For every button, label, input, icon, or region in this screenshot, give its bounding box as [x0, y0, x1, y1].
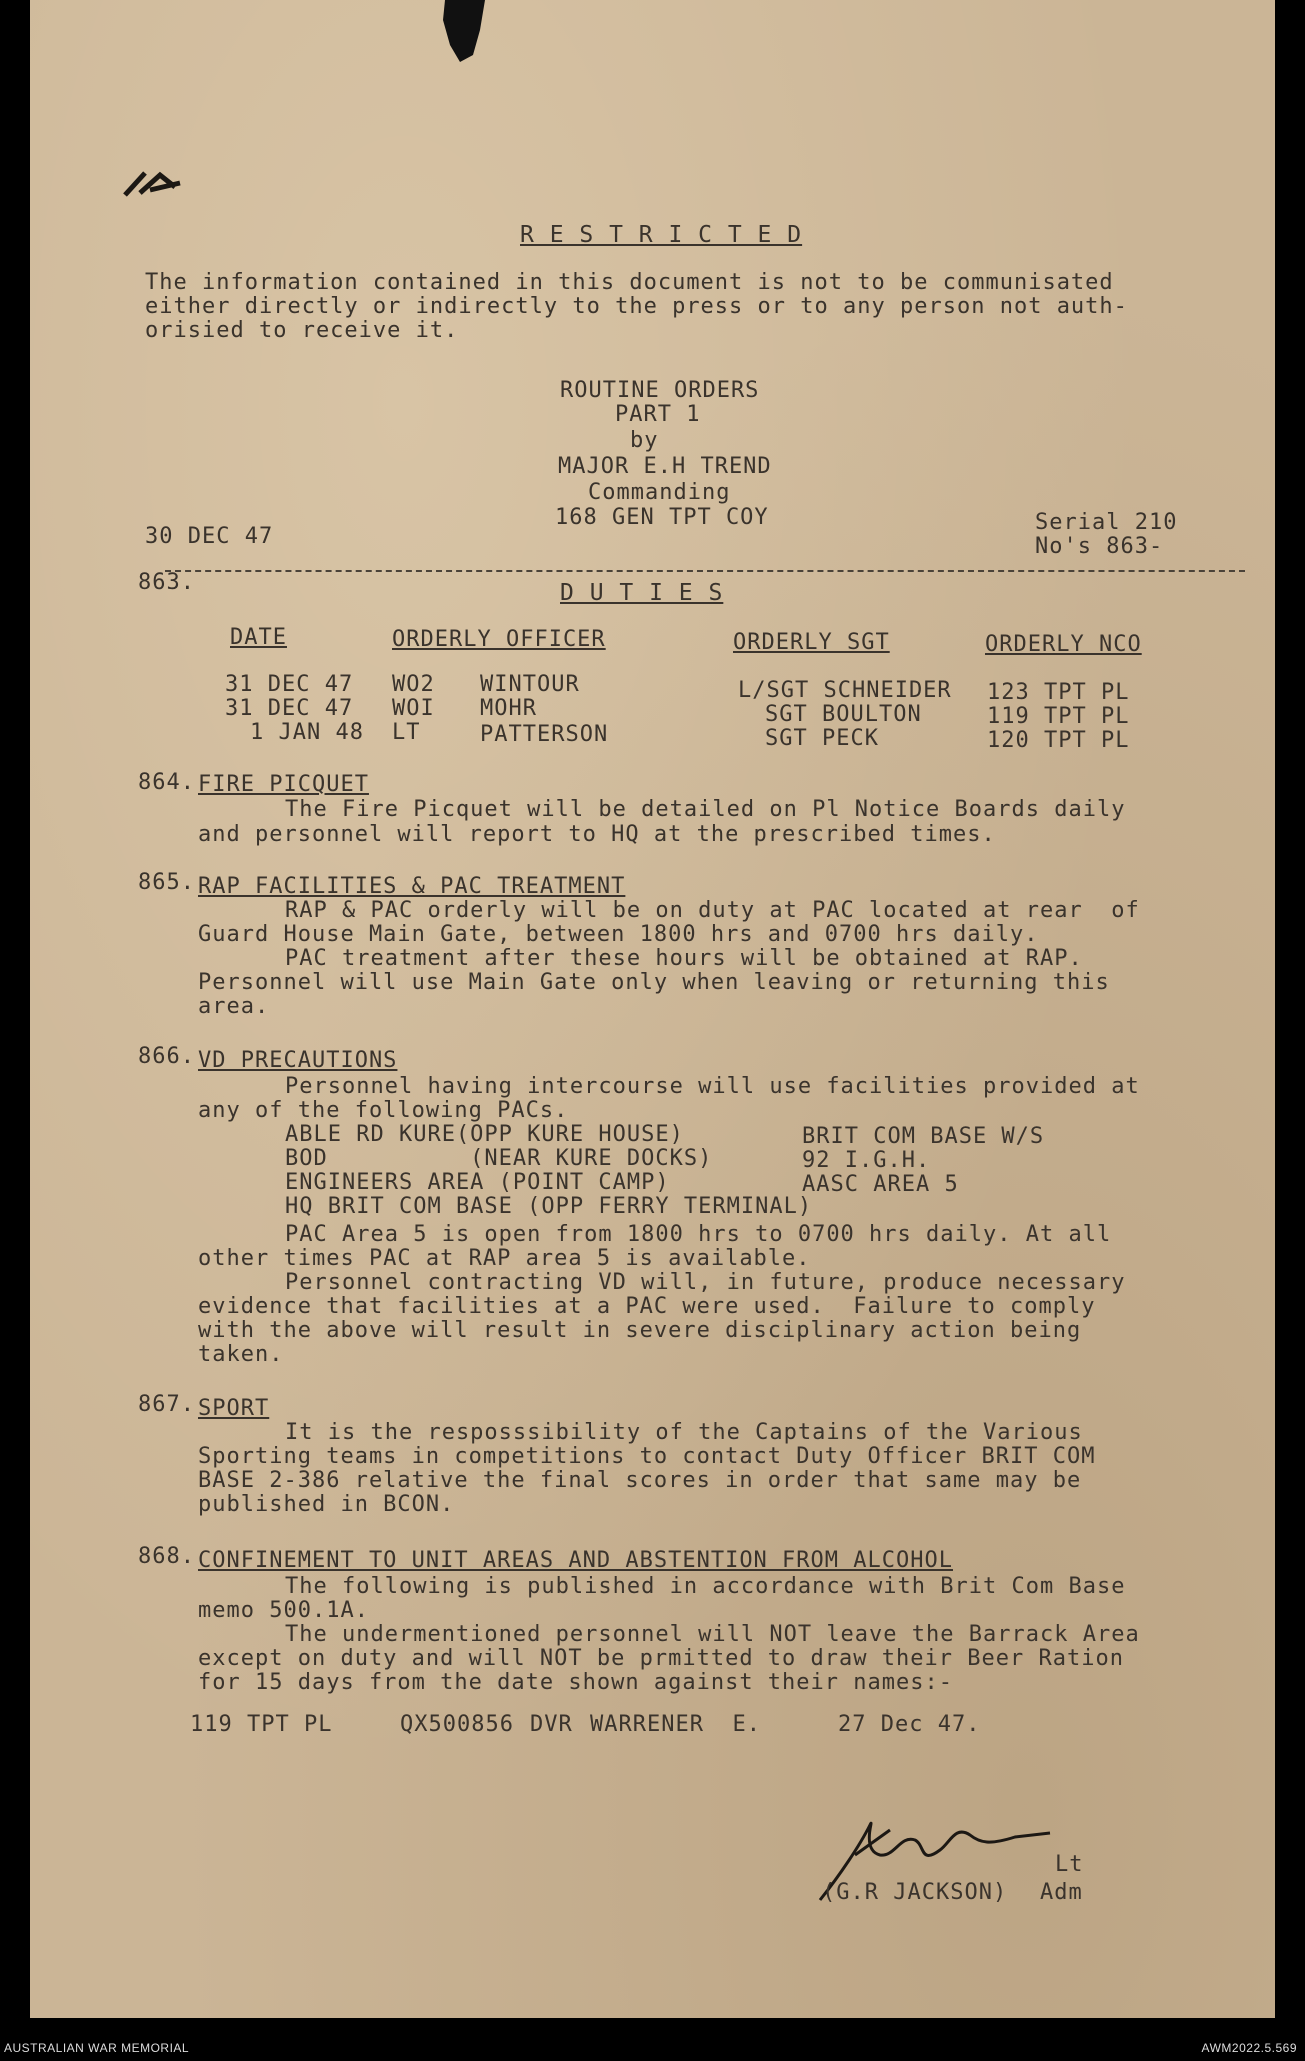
section-863-title: D U T I E S — [560, 580, 724, 606]
pac-left-2: BOD (NEAR KURE DOCKS) — [285, 1146, 713, 1171]
duty-row-3-officer: PATTERSON — [480, 722, 609, 747]
divider-line — [165, 570, 1245, 572]
section-865-title: RAP FACILITIES & PAC TREATMENT — [198, 874, 626, 899]
duty-row-3-date: 1 JAN 48 — [250, 720, 364, 745]
title-by: by — [630, 428, 659, 453]
duty-row-3-rank: LT — [392, 720, 421, 745]
section-866-line-3: Personnel contracting VD will, in future, produce necessary — [285, 1270, 1126, 1295]
section-865-number: 865. — [138, 870, 195, 895]
section-868-line-5: for 15 days from the date shown against their names:- — [198, 1670, 953, 1695]
notice-line-1: The information contained in this document is not to be communisated — [145, 270, 1114, 295]
ink-blot — [435, 0, 495, 70]
notice-line-2: either directly or indirectly to the press or to any person not auth- — [145, 294, 1128, 319]
title-part: PART 1 — [615, 402, 701, 427]
serial-line-1: Serial 210 — [1035, 510, 1178, 535]
duty-row-1-nco: 123 TPT PL — [987, 680, 1130, 705]
section-865-line-2: Guard House Main Gate, between 1800 hrs and 0700 hrs daily. — [198, 922, 1039, 947]
footer-catalogue-id: AWM2022.5.569 — [1201, 2041, 1297, 2055]
col-orderly-officer: ORDERLY OFFICER — [392, 627, 606, 652]
section-868-number: 868. — [138, 1544, 195, 1569]
section-866-intro-2: any of the following PACs. — [198, 1098, 569, 1123]
section-865-line-1: RAP & PAC orderly will be on duty at PAC located at rear of — [285, 898, 1140, 923]
title-commander: MAJOR E.H TREND — [558, 454, 772, 479]
duty-row-3-sgt: SGT PECK — [765, 726, 879, 751]
signature-appointment: Adm — [1040, 1880, 1083, 1905]
restricted-heading: R E S T R I C T E D — [520, 222, 803, 248]
title-routine-orders: ROUTINE ORDERS — [560, 378, 760, 403]
section-863-number: 863. — [138, 570, 195, 595]
signature-rank: Lt — [1055, 1852, 1084, 1877]
section-867-title: SPORT — [198, 1396, 270, 1421]
section-866-line-4: evidence that facilities at a PAC were used. Failure to comply — [198, 1294, 1096, 1319]
entry-date: 27 Dec 47. — [838, 1712, 981, 1737]
section-868-line-2: memo 500.1A. — [198, 1598, 369, 1623]
pac-left-3: ENGINEERS AREA (POINT CAMP) — [285, 1170, 670, 1195]
col-date: DATE — [230, 625, 287, 650]
section-865-line-3: PAC treatment after these hours will be obtained at RAP. — [285, 946, 1083, 971]
duty-row-1-sgt: L/SGT SCHNEIDER — [738, 678, 952, 703]
footer-credit: AUSTRALIAN WAR MEMORIAL — [4, 2041, 190, 2055]
entry-rank: DVR — [530, 1712, 573, 1737]
duty-row-3-nco: 120 TPT PL — [987, 728, 1130, 753]
duty-row-1-officer: WINTOUR — [480, 672, 580, 697]
section-864-line-1: The Fire Picquet will be detailed on Pl Notice Boards daily — [285, 797, 1126, 822]
title-commanding: Commanding — [588, 480, 731, 505]
duty-row-2-officer: MOHR — [480, 696, 537, 721]
duty-row-2-date: 31 DEC 47 — [225, 696, 354, 721]
col-orderly-sgt: ORDERLY SGT — [733, 630, 890, 655]
section-867-line-2: Sporting teams in competitions to contact Duty Officer BRIT COM — [198, 1444, 1096, 1469]
section-868-line-3: The undermentioned personnel will NOT leave the Barrack Area — [285, 1622, 1140, 1647]
entry-name: WARRENER E. — [590, 1712, 761, 1737]
section-865-line-4: Personnel will use Main Gate only when leaving or returning this — [198, 970, 1110, 995]
section-867-line-4: published in BCON. — [198, 1492, 455, 1517]
section-866-line-6: taken. — [198, 1342, 284, 1367]
entry-number: QX500856 — [400, 1712, 514, 1737]
duty-row-2-nco: 119 TPT PL — [987, 704, 1130, 729]
section-864-title: FIRE PICQUET — [198, 772, 369, 797]
section-868-line-4: except on duty and will NOT be prmitted to draw their Beer Ration — [198, 1646, 1124, 1671]
duty-row-1-date: 31 DEC 47 — [225, 672, 354, 697]
section-866-line-2: other times PAC at RAP area 5 is available. — [198, 1246, 811, 1271]
duty-row-2-sgt: SGT BOULTON — [765, 702, 922, 727]
signature-name: (G.R JACKSON) — [822, 1880, 1008, 1905]
section-868-title: CONFINEMENT TO UNIT AREAS AND ABSTENTION FROM ALCOHOL — [198, 1548, 953, 1573]
handwritten-mark — [120, 165, 190, 205]
section-866-number: 866. — [138, 1044, 195, 1069]
serial-line-2: No's 863- — [1035, 534, 1164, 559]
section-866-intro-1: Personnel having intercourse will use facilities provided at — [285, 1074, 1140, 1099]
section-864-number: 864. — [138, 770, 195, 795]
section-866-line-5: with the above will result in severe disciplinary action being — [198, 1318, 1082, 1343]
duty-row-2-rank: WOI — [392, 696, 435, 721]
pac-right-3: AASC AREA 5 — [802, 1172, 959, 1197]
entry-unit: 119 TPT PL — [190, 1712, 333, 1737]
section-867-line-3: BASE 2-386 relative the final scores in order that same may be — [198, 1468, 1082, 1493]
section-866-title: VD PRECAUTIONS — [198, 1048, 398, 1073]
section-865-line-5: area. — [198, 994, 270, 1019]
title-unit: 168 GEN TPT COY — [555, 505, 769, 530]
document-page — [30, 0, 1275, 2018]
section-867-line-1: It is the resposssibility of the Captains of the Various — [285, 1420, 1083, 1445]
duty-row-1-rank: WO2 — [392, 672, 435, 697]
pac-right-1: BRIT COM BASE W/S — [802, 1124, 1045, 1149]
section-867-number: 867. — [138, 1392, 195, 1417]
pac-left-4: HQ BRIT COM BASE (OPP FERRY TERMINAL) — [285, 1194, 813, 1219]
section-864-line-2: and personnel will report to HQ at the prescribed times. — [198, 822, 996, 847]
section-866-line-1: PAC Area 5 is open from 1800 hrs to 0700 hrs daily. At all — [285, 1222, 1112, 1247]
notice-line-3: orisied to receive it. — [145, 318, 459, 343]
order-date: 30 DEC 47 — [145, 524, 274, 549]
col-orderly-nco: ORDERLY NCO — [985, 632, 1142, 657]
pac-left-1: ABLE RD KURE(OPP KURE HOUSE) — [285, 1122, 684, 1147]
section-868-line-1: The following is published in accordance with Brit Com Base — [285, 1574, 1126, 1599]
pac-right-2: 92 I.G.H. — [802, 1148, 931, 1173]
